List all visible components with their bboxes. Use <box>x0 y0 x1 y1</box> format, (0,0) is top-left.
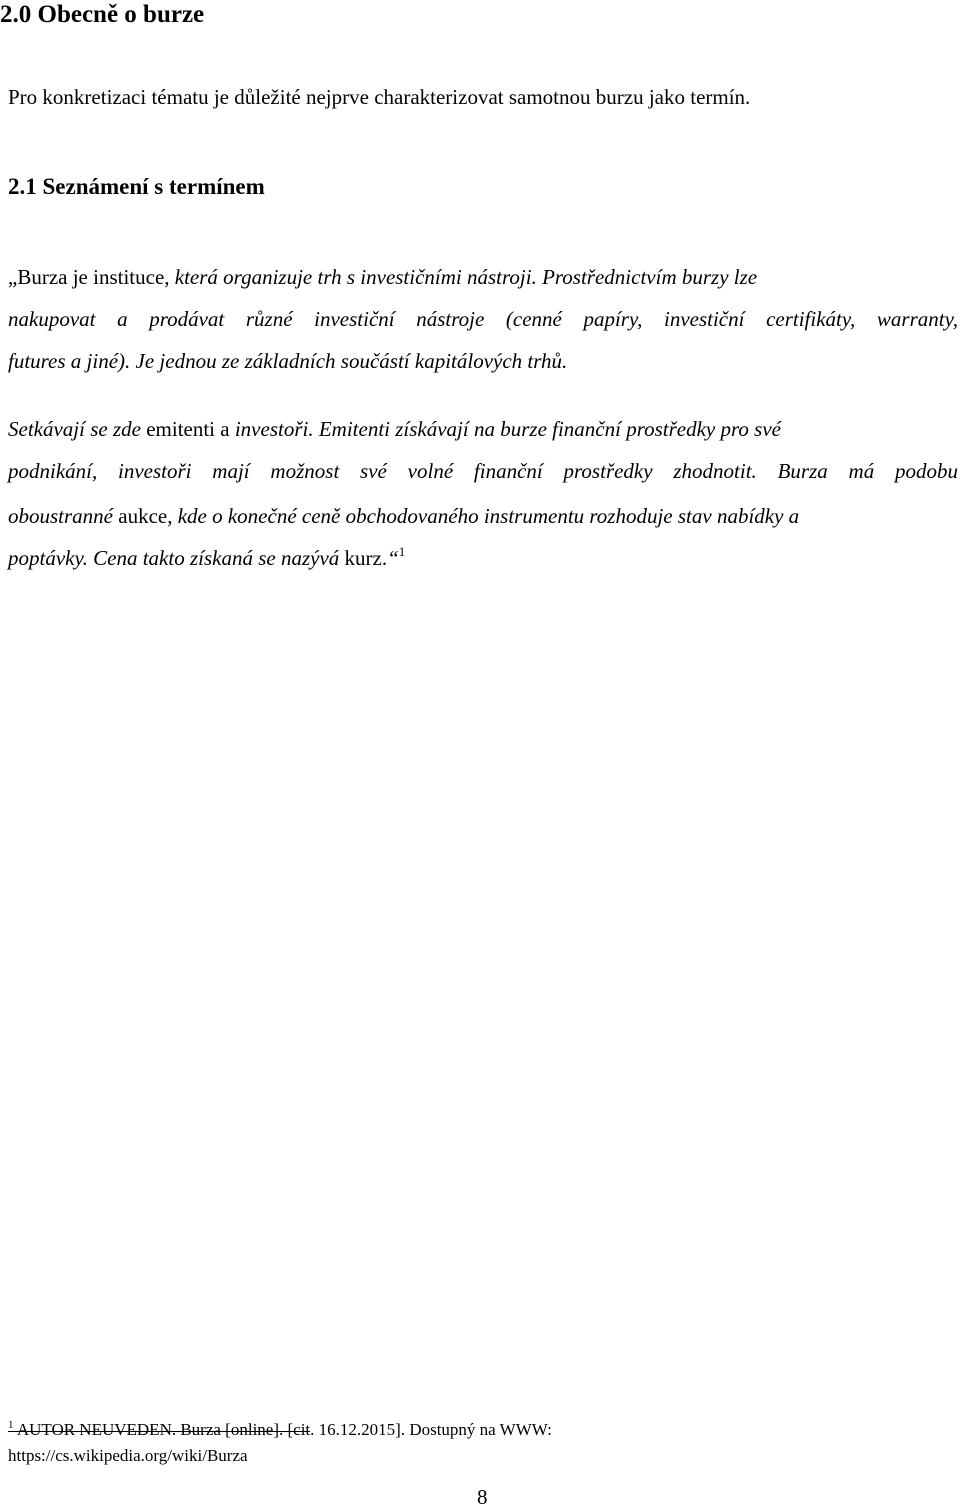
quote-line-7-a: poptávky. Cena takto získaná se nazývá <box>8 546 345 570</box>
subsection-heading: 2.1 Seznámení s termínem <box>8 174 265 199</box>
quote-line-6-c: kde o konečné ceně obchodovaného instrumentu rozhoduje stav nabídky a <box>177 504 800 528</box>
footnote-marker: 1 <box>8 1419 14 1431</box>
quote-line-6 <box>8 503 799 529</box>
footnote-reference[interactable]: 1 <box>398 544 406 559</box>
quote-line-4 <box>8 416 781 442</box>
footnote-line-1 <box>8 1419 552 1441</box>
quote-line-1-italic: která organizuje trh s investičními nástroji. Prostřednictvím burzy lze <box>174 265 758 289</box>
quote-line-1 <box>8 264 757 290</box>
quote-line-2: nakupovat a prodávat různé investiční nástroje (cenné papíry, investiční certifikáty, warranty, <box>8 307 958 331</box>
page-number: 8 <box>477 1485 488 1509</box>
footnote-citation: AUTOR NEUVEDEN. Burza [online]. [cit. 16.12.2015]. Dostupný na WWW: <box>16 1420 552 1439</box>
quote-line-5: podnikání, investoři mají možnost své volné finanční prostředky zhodnotit. Burza má podobu <box>8 459 958 483</box>
quote-line-4-b: emitenti a <box>146 417 235 441</box>
quote-line-3: futures a jiné). Je jednou ze základních součástí kapitálových trhů. <box>8 349 568 373</box>
quote-line-4-c: investoři. Emitenti získávají na burze finanční prostředky pro své <box>234 417 781 441</box>
quote-line-7-c: “ <box>387 546 399 570</box>
quote-line-4-a: Setkávají se zde <box>8 417 147 441</box>
section-heading: 2.0 Obecně o burze <box>0 1 205 28</box>
quote-line-7 <box>8 545 405 571</box>
quote-line-6-b: aukce, <box>118 504 178 528</box>
quote-line-7-b: kurz. <box>344 546 388 570</box>
footnote-url[interactable]: https://cs.wikipedia.org/wiki/Burza <box>8 1446 248 1465</box>
intro-paragraph: Pro konkretizaci tématu je důležité nejprve charakterizovat samotnou burzu jako termín. <box>8 85 751 109</box>
quote-line-6-a: oboustranné <box>8 504 119 528</box>
quote-line-1-start: „Burza je instituce, <box>8 265 175 289</box>
